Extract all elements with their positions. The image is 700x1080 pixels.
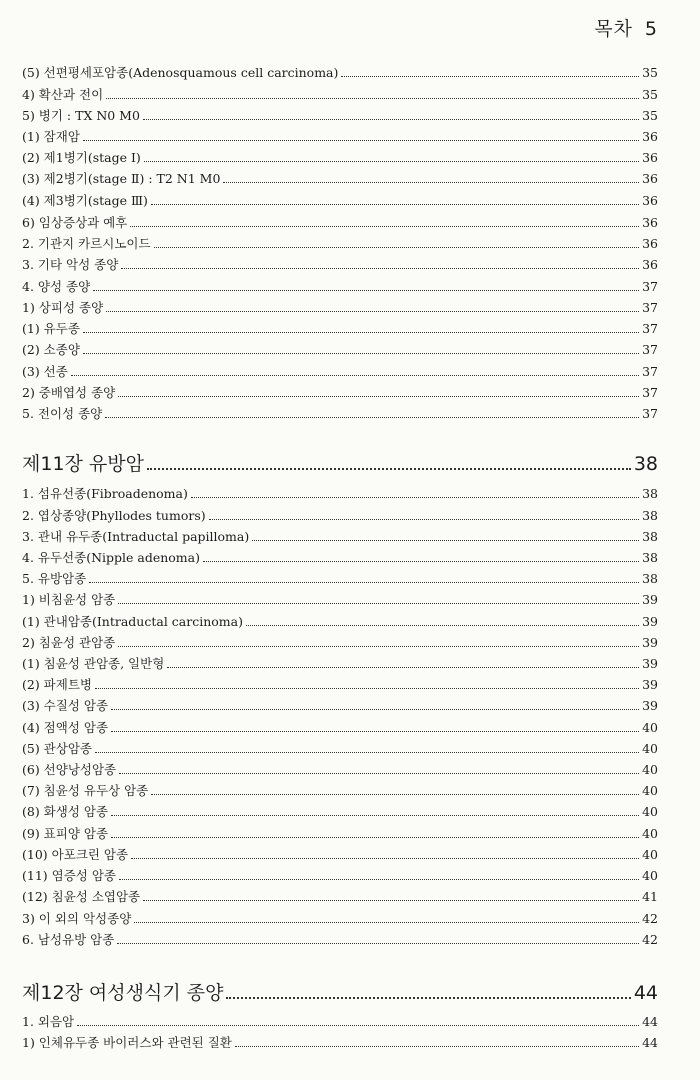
toc-entry-label: (5) 관상암종 [22, 741, 92, 756]
toc-entry [22, 1035, 658, 1051]
toc-entry-page: 36 [642, 215, 658, 230]
toc-entry [22, 65, 658, 81]
toc-entry [22, 847, 658, 863]
toc-entry-page: 39 [642, 614, 658, 629]
toc-entry [22, 677, 658, 693]
toc-entry-label: 3. 기타 악성 종양 [22, 257, 119, 272]
dot-leader [118, 603, 639, 604]
dot-leader [252, 540, 639, 541]
toc-entry-page: 35 [642, 108, 658, 123]
toc-entry [22, 406, 658, 422]
toc-entry-page: 40 [642, 868, 658, 883]
toc-entry [22, 571, 658, 587]
dot-leader [143, 119, 639, 120]
toc-entry-page: 40 [642, 847, 658, 862]
dot-leader [83, 332, 639, 333]
toc-entry-page: 39 [642, 635, 658, 650]
toc-entry-label: 제11장 유방암 [22, 453, 144, 475]
toc-entry [22, 868, 658, 884]
toc-entry [22, 889, 658, 905]
toc-entry-label: (9) 표피양 암종 [22, 826, 109, 841]
toc-entry-page: 38 [642, 529, 658, 544]
toc-entry [22, 614, 658, 630]
toc-entry-page: 40 [642, 762, 658, 777]
toc-entry-label: (3) 선종 [22, 364, 68, 379]
toc-entry [22, 656, 658, 672]
dot-leader [130, 226, 639, 227]
toc-entry-label: (2) 파제트병 [22, 677, 92, 692]
toc-entry-page: 37 [642, 321, 658, 336]
dot-leader [134, 922, 639, 923]
dot-leader [117, 943, 639, 944]
toc-entry [22, 762, 658, 778]
toc-entry-label: (4) 점액성 암종 [22, 720, 109, 735]
toc-entry [22, 342, 658, 358]
dot-leader [93, 290, 639, 291]
dot-leader [111, 815, 639, 816]
dot-leader [105, 417, 639, 418]
toc-entry-label: (1) 잠재암 [22, 129, 80, 144]
toc-entry-label: 1) 상피성 종양 [22, 300, 104, 315]
toc-entry-label: (1) 침윤성 관암종, 일반형 [22, 656, 165, 671]
dot-leader [106, 311, 639, 312]
toc-entry [22, 300, 658, 316]
dot-leader [95, 688, 639, 689]
toc-entry-page: 38 [642, 550, 658, 565]
toc-entry-label: (3) 수질성 암종 [22, 698, 109, 713]
toc-entry [22, 257, 658, 273]
toc-entry-label: 6) 임상증상과 예후 [22, 215, 128, 230]
dot-leader [151, 794, 639, 795]
toc-entry [22, 321, 658, 337]
dot-leader [119, 879, 639, 880]
toc-entry-page: 36 [642, 193, 658, 208]
toc-entry [22, 486, 658, 502]
toc-entry-page: 37 [642, 279, 658, 294]
toc-entry [22, 720, 658, 736]
header-page-number: 5 [644, 18, 658, 40]
toc-entry-page: 35 [642, 87, 658, 102]
dot-leader [191, 497, 639, 498]
toc-entry-page: 42 [642, 932, 658, 947]
dot-leader [121, 268, 639, 269]
toc-entry-page: 36 [642, 257, 658, 272]
toc-entry-page: 38 [642, 486, 658, 501]
toc-entry [22, 279, 658, 295]
dot-leader [119, 773, 639, 774]
toc-entry-label: (3) 제2병기(stage Ⅱ) : T2 N1 M0 [22, 171, 221, 186]
dot-leader [246, 625, 639, 626]
dot-leader [151, 204, 639, 205]
toc-entry-page: 44 [642, 1014, 658, 1029]
toc-entry [22, 826, 658, 842]
toc-entry-page: 37 [642, 385, 658, 400]
dot-leader [235, 1046, 639, 1047]
toc-entry-page: 40 [642, 826, 658, 841]
toc-entry-label: (1) 유두종 [22, 321, 80, 336]
dot-leader [131, 858, 639, 859]
dot-leader [147, 468, 631, 470]
dot-leader [118, 646, 639, 647]
dot-leader [143, 900, 639, 901]
toc-entry [22, 698, 658, 714]
toc-entry-label: (8) 화생성 암종 [22, 804, 109, 819]
toc-entry-label: 6. 남성유방 암종 [22, 932, 115, 947]
toc-entry-page: 37 [642, 364, 658, 379]
toc-entry-page: 40 [642, 804, 658, 819]
toc-entry [22, 364, 658, 380]
toc-entry-label: (2) 제1병기(stage Ⅰ) [22, 150, 141, 165]
toc-entry-label: 1. 섬유선종(Fibroadenoma) [22, 486, 188, 501]
toc-entry-label: (7) 침윤성 유두상 암종 [22, 783, 149, 798]
toc-entry-page: 40 [642, 741, 658, 756]
toc-entry [22, 171, 658, 187]
toc-entry-page: 35 [642, 65, 658, 80]
dot-leader [71, 375, 639, 376]
toc-entry-label: 5. 유방암종 [22, 571, 87, 586]
toc-entry [22, 385, 658, 401]
toc-chapter-heading [22, 981, 658, 1005]
toc-entry-page: 37 [642, 406, 658, 421]
toc-entry [22, 508, 658, 524]
toc-entry [22, 783, 658, 799]
toc-entry-label: 1) 비침윤성 암종 [22, 592, 116, 607]
dot-leader [89, 582, 639, 583]
toc-entry-label: 5. 전이성 종양 [22, 406, 103, 421]
dot-leader [83, 353, 639, 354]
toc-entry-page: 37 [642, 342, 658, 357]
toc-entry-page: 40 [642, 783, 658, 798]
toc-entry-page: 38 [642, 571, 658, 586]
toc-entry-label: 제12장 여성생식기 종양 [22, 982, 224, 1004]
toc-entry [22, 236, 658, 252]
dot-leader [95, 752, 639, 753]
toc-entry-label: 2) 침윤성 관암종 [22, 635, 116, 650]
toc-entry-page: 36 [642, 171, 658, 186]
toc-entry-label: (11) 염증성 암종 [22, 868, 116, 883]
toc-entry-label: 3. 관내 유두종(Intraductal papilloma) [22, 529, 250, 544]
toc-entry-page: 36 [642, 236, 658, 251]
toc-entry-label: 2) 중배엽성 종양 [22, 385, 116, 400]
toc-entry-label: 5) 병기 : TX N0 M0 [22, 108, 140, 123]
toc-entry-page: 39 [642, 677, 658, 692]
toc-entry-label: (10) 아포크린 암종 [22, 847, 129, 862]
dot-leader [106, 98, 639, 99]
toc-entry [22, 215, 658, 231]
page-header [594, 14, 658, 41]
toc-entry [22, 932, 658, 948]
toc-entry-page: 39 [642, 698, 658, 713]
toc-entry-label: 1) 인체유두종 바이러스와 관련된 질환 [22, 1035, 232, 1050]
toc-entry-label: 2. 기관지 카르시노이드 [22, 236, 151, 251]
dot-leader [118, 396, 639, 397]
toc-entry-label: 4. 양성 종양 [22, 279, 91, 294]
toc-entry-label: (6) 선양낭성암종 [22, 762, 117, 777]
toc-entry-label: 1. 외음암 [22, 1014, 75, 1029]
dot-leader [111, 837, 639, 838]
header-title: 목차 [594, 18, 633, 40]
toc-entry [22, 592, 658, 608]
toc-entry [22, 87, 658, 103]
dot-leader [111, 731, 639, 732]
dot-leader [203, 561, 639, 562]
toc-entry-label: (5) 선편평세포암종(Adenosquamous cell carcinoma) [22, 65, 339, 80]
toc-entry-label: 3) 이 외의 악성종양 [22, 911, 132, 926]
toc-entry-label: (1) 관내암종(Intraductal carcinoma) [22, 614, 243, 629]
toc-entry [22, 635, 658, 651]
toc-entry [22, 1014, 658, 1030]
dot-leader [167, 667, 639, 668]
toc-entry-label: (12) 침윤성 소엽암종 [22, 889, 141, 904]
dot-leader [223, 182, 639, 183]
toc-entry [22, 911, 658, 927]
toc-entry-label: (2) 소종양 [22, 342, 80, 357]
toc-entry [22, 129, 658, 145]
toc-entry-page: 42 [642, 911, 658, 926]
toc-entry [22, 804, 658, 820]
toc-entry-label: 2. 엽상종양(Phyllodes tumors) [22, 508, 206, 523]
toc-entry [22, 550, 658, 566]
toc-entry-page: 39 [642, 656, 658, 671]
toc-entry-page: 36 [642, 129, 658, 144]
dot-leader [83, 140, 639, 141]
toc-entry-label: 4) 확산과 전이 [22, 87, 104, 102]
toc-entry-page: 38 [633, 453, 658, 475]
toc-entry-page: 44 [633, 982, 658, 1004]
dot-leader [154, 247, 640, 248]
toc-entry [22, 529, 658, 545]
dot-leader [341, 76, 639, 77]
toc-entry-page: 41 [642, 889, 658, 904]
dot-leader [226, 997, 630, 999]
toc-entry-label: 4. 유두선종(Nipple adenoma) [22, 550, 200, 565]
toc-entry-page: 39 [642, 592, 658, 607]
toc-entry [22, 108, 658, 124]
toc-entry-page: 44 [642, 1035, 658, 1050]
dot-leader [77, 1025, 639, 1026]
toc-entry-page: 36 [642, 150, 658, 165]
toc-entry-label: (4) 제3병기(stage Ⅲ) [22, 193, 148, 208]
toc-entry [22, 193, 658, 209]
toc-entry-page: 40 [642, 720, 658, 735]
dot-leader [111, 709, 639, 710]
toc-entry [22, 741, 658, 757]
dot-leader [209, 519, 639, 520]
toc-chapter-heading [22, 452, 658, 476]
toc-entry-page: 38 [642, 508, 658, 523]
toc-entry-page: 37 [642, 300, 658, 315]
toc-entry [22, 150, 658, 166]
dot-leader [144, 161, 639, 162]
